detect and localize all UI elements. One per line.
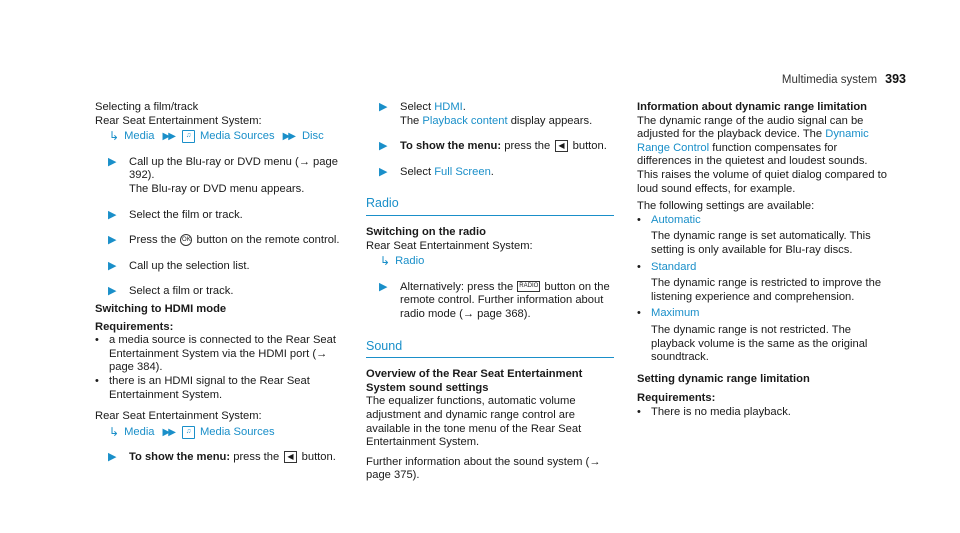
option-maximum[interactable]: Maximum (651, 307, 700, 320)
step-text: button. (572, 140, 607, 153)
return-arrow-icon: ↳ (109, 129, 120, 144)
breadcrumb-path (366, 255, 614, 269)
option-desc: The dynamic range is not restricted. The playback volume is the same as the original soundtrack. (651, 323, 868, 364)
step-triangle-icon: ▶ (379, 140, 388, 153)
paragraph (637, 115, 887, 197)
step-text: press the (233, 451, 280, 464)
step-text: press the (504, 140, 551, 153)
list-item (95, 334, 345, 375)
step-triangle-icon: ▶ (108, 259, 117, 272)
path-label: Rear Seat Entertainment System: (95, 410, 262, 423)
step (95, 209, 345, 223)
column-1 (95, 101, 345, 465)
list-item (637, 214, 887, 258)
step-triangle-icon: ▶ (108, 285, 117, 298)
paragraph: The following settings are available: (637, 200, 815, 213)
step-triangle-icon: ▶ (379, 165, 388, 178)
path-label: Rear Seat Entertainment System: (366, 239, 533, 252)
step-text: display appears. (510, 114, 593, 127)
path-item-media[interactable]: Media (124, 425, 155, 438)
step-text: Select (400, 165, 432, 178)
step-triangle-icon: ▶ (108, 234, 117, 247)
step-text: Select (400, 101, 432, 113)
back-button-icon: ◀ (555, 140, 567, 152)
step-triangle-icon: ▶ (379, 101, 388, 113)
step-text: button on the remote control. (196, 234, 340, 247)
subheading-info: Information about dynamic range limitation (637, 101, 867, 113)
dynamic-range-control-option[interactable]: Dynamic Range Control (637, 128, 869, 154)
step (95, 234, 345, 248)
step-text: Select the film or track. (129, 208, 243, 221)
step-triangle-icon: ▶ (108, 155, 117, 168)
step (95, 260, 345, 274)
step-text: button. (301, 451, 336, 464)
return-arrow-icon: ↳ (380, 254, 391, 269)
path-label: Rear Seat Entertainment System: (95, 114, 262, 127)
requirements-heading: Requirements: (95, 320, 174, 333)
media-sources-icon: ♫ (182, 130, 195, 143)
step-text: Call up the Blu-ray or DVD menu (→ page 392). (129, 155, 338, 182)
bullet-icon: • (637, 307, 641, 320)
step (95, 285, 345, 299)
list-item (95, 375, 345, 402)
step-text: Select a film or track. (129, 285, 234, 298)
step-bold-text: To show the menu: (129, 451, 231, 464)
requirements-heading: Requirements: (637, 392, 716, 405)
double-chevron-icon: ▶▶ (282, 131, 294, 143)
bullet-icon: • (95, 374, 99, 387)
path-item-radio[interactable]: Radio (395, 255, 425, 268)
step-text: Press the (129, 234, 177, 247)
list-item (637, 261, 887, 305)
paragraph: Further information about the sound system (→ page 375). (366, 455, 601, 482)
option-desc: The dynamic range is restricted to improve the listening experience and comprehension. (651, 277, 882, 303)
bullet-icon: • (95, 334, 99, 347)
step-triangle-icon: ▶ (108, 208, 117, 221)
step (366, 281, 614, 322)
step-text: button on the remote control. Further information about radio mode (→ page 368). (400, 280, 610, 320)
option-desc: The dynamic range is set automatically. This setting is only available for Blu-ray discs. (651, 230, 871, 256)
ok-button-icon: OK (180, 234, 192, 246)
step-triangle-icon: ▶ (108, 451, 117, 464)
playback-content-option[interactable]: Playback content (422, 114, 508, 127)
step-text: The (400, 114, 420, 127)
subheading-sound: Overview of the Rear Seat Entertainment System sound settings (366, 368, 583, 394)
bullet-icon: • (637, 213, 641, 226)
hdmi-option[interactable]: HDMI (434, 101, 463, 113)
path-item-media-sources[interactable]: Media Sources (199, 130, 275, 143)
option-standard[interactable]: Standard (651, 260, 697, 273)
section-title-sound: Sound (366, 340, 614, 359)
path-item-media-sources[interactable]: Media Sources (199, 425, 275, 438)
page-header (782, 72, 906, 86)
step (95, 451, 345, 465)
return-arrow-icon: ↳ (109, 424, 120, 439)
requirement-text: a media source is connected to the Rear Seat Entertainment System via the HDMI port (→ page 384). (109, 334, 336, 374)
step (95, 156, 345, 197)
back-button-icon: ◀ (284, 451, 296, 463)
paragraph-text: The dynamic range of the audio signal can be adjusted for the playback device. The (637, 114, 864, 141)
path-item-disc[interactable]: Disc (301, 130, 324, 143)
step: ▶ Select Full Screen. (366, 166, 614, 180)
step-triangle-icon: ▶ (379, 280, 388, 293)
page-number: 393 (885, 72, 906, 86)
paragraph: The equalizer functions, automatic volume adjustment and dynamic range control are available in the tone menu of the Rear Seat Entertainment System. (366, 395, 582, 449)
step-text: Alternatively: press the (400, 280, 514, 293)
path-item-media[interactable]: Media (124, 130, 155, 143)
radio-button-icon: RADIO (517, 281, 540, 292)
subheading-radio: Switching on the radio (366, 225, 486, 238)
paragraph-text: function compensates for differences in the quietest and loudest sounds. This raises the volume of quiet dialog compared to loud sound effects, for example. (637, 141, 887, 195)
step: ▶ Select HDMI. The Playback content display appears. (366, 101, 614, 128)
section-heading-hdmi: Switching to HDMI mode (95, 302, 227, 315)
option-automatic[interactable]: Automatic (651, 213, 701, 226)
intro-text: Selecting a film/track (95, 101, 199, 113)
double-chevron-icon: ▶▶ (162, 131, 174, 143)
list-item (637, 406, 887, 420)
list-item (637, 307, 887, 364)
bullet-icon: • (637, 260, 641, 273)
header-title: Multimedia system (781, 74, 878, 86)
breadcrumb-path (95, 426, 345, 440)
media-sources-icon: ♫ (182, 426, 195, 439)
step (366, 140, 614, 154)
requirement-text: There is no media playback. (651, 405, 791, 418)
double-chevron-icon: ▶▶ (162, 426, 174, 438)
requirement-text: there is an HDMI signal to the Rear Seat Entertainment System. (109, 374, 310, 401)
column-3 (637, 101, 887, 419)
breadcrumb-path (95, 130, 345, 144)
subheading-setting: Setting dynamic range limitation (637, 372, 810, 385)
bullet-icon: • (637, 405, 641, 418)
column-2 (366, 101, 614, 483)
step-result: The Blu-ray or DVD menu appears. (129, 182, 305, 195)
step-bold-text: To show the menu: (400, 140, 502, 153)
step-text: Call up the selection list. (129, 259, 250, 272)
section-title-radio: Radio (366, 197, 614, 216)
full-screen-option[interactable]: Full Screen (434, 165, 491, 178)
